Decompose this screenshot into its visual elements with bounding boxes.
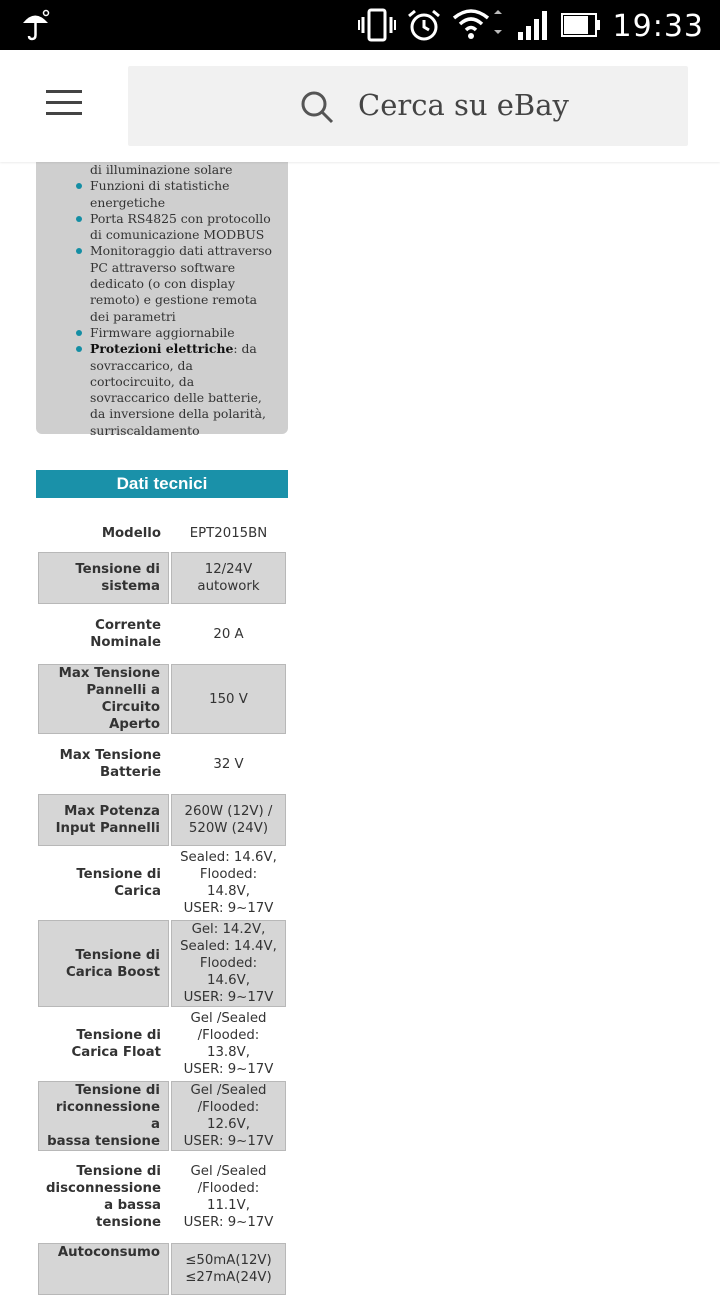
spec-row xyxy=(38,664,286,734)
battery-icon xyxy=(560,8,602,47)
spec-value: 260W (12V) / 520W (24V) xyxy=(171,794,286,846)
spec-row xyxy=(38,552,286,604)
feature-item-text: Firmware aggiornabile xyxy=(90,324,235,340)
feature-item-text: Monitoraggio dati attraverso PC attraverso software dedicato (o con display remoto) e gestione remota dei parametri xyxy=(90,243,272,324)
spec-row xyxy=(38,736,286,792)
umbrella-icon xyxy=(20,8,52,47)
status-bar xyxy=(0,0,720,50)
wifi-icon xyxy=(452,8,506,47)
specs-table xyxy=(36,514,288,1297)
spec-value: 32 V xyxy=(213,756,244,772)
feature-item-text: Porta RS4825 con protocollo di comunicazione MODBUS xyxy=(90,210,271,243)
spec-label: Max Potenza Input Pannelli xyxy=(38,794,169,846)
feature-item xyxy=(90,211,276,244)
spec-value: 20 A xyxy=(213,626,244,642)
spec-label: Max Tensione Pannelli a Circuito Aperto xyxy=(38,664,169,734)
clock: 19:33 xyxy=(612,9,704,44)
feature-box xyxy=(36,132,288,438)
feature-item-text: Funzioni di statistiche energetiche xyxy=(90,178,230,210)
spec-label: Tensione di Carica xyxy=(76,867,161,899)
spec-label: Tensione di riconnessione a bassa tensione xyxy=(38,1081,169,1151)
search-input[interactable] xyxy=(128,66,688,146)
spec-label: Modello xyxy=(101,525,161,541)
spec-value: Gel /Sealed /Flooded: 11.1V, USER: 9~17V xyxy=(183,1164,274,1230)
spec-value: Sealed: 14.6V, Flooded: 14.8V, USER: 9~17V xyxy=(180,850,277,916)
search-icon xyxy=(300,90,334,129)
feature-list xyxy=(90,162,276,439)
feature-item-text: di illuminazione solare xyxy=(90,162,233,177)
feature-item xyxy=(90,178,276,211)
spec-value: Gel /Sealed /Flooded: 12.6V, USER: 9~17V xyxy=(171,1081,286,1151)
spec-label: Tensione di Carica Float xyxy=(71,1028,161,1060)
spec-value: 12/24V autowork xyxy=(171,552,286,604)
spec-label: Tensione di Carica Boost xyxy=(38,920,169,1007)
spec-label: Max Tensione Batterie xyxy=(59,748,161,780)
spec-row xyxy=(38,1009,286,1079)
spec-row xyxy=(38,794,286,846)
spec-row xyxy=(38,848,286,918)
spec-label: Corrente Nominale xyxy=(90,618,161,650)
feature-item-bold: Protezioni elettriche xyxy=(90,341,234,357)
spec-label: Tensione di sistema xyxy=(38,552,169,604)
spec-row xyxy=(38,516,286,550)
spec-row xyxy=(38,1153,286,1241)
hamburger-menu-icon[interactable] xyxy=(46,90,82,122)
spec-value: EPT2015BN xyxy=(189,525,268,541)
search-placeholder: Cerca su eBay xyxy=(358,88,569,122)
spec-value: Gel /Sealed /Flooded: 13.8V, USER: 9~17V xyxy=(183,1011,274,1077)
feature-item xyxy=(90,341,276,439)
app-header xyxy=(0,50,720,162)
feature-item xyxy=(90,162,276,178)
spec-row xyxy=(38,606,286,662)
signal-icon xyxy=(516,8,550,47)
spec-row xyxy=(38,1243,286,1295)
feature-item-text: : da sovraccarico, da cortocircuito, da sovraccarico delle batterie, da inversione della polarità, surriscaldamento xyxy=(90,341,266,438)
spec-row xyxy=(38,920,286,1007)
spec-value: Gel: 14.2V, Sealed: 14.4V, Flooded: 14.6V, USER: 9~17V xyxy=(171,920,286,1007)
section-title: Dati tecnici xyxy=(36,470,288,498)
spec-label: Autoconsumo xyxy=(38,1243,169,1295)
spec-value: 150 V xyxy=(171,664,286,734)
alarm-icon xyxy=(406,8,442,47)
spec-value: ≤50mA(12V) ≤27mA(24V) xyxy=(171,1243,286,1295)
vibrate-icon xyxy=(358,8,396,47)
spec-label: Tensione di disconnessione a bassa tensione xyxy=(46,1164,161,1230)
spec-row xyxy=(38,1081,286,1151)
feature-item xyxy=(90,243,276,324)
feature-item xyxy=(90,325,276,341)
